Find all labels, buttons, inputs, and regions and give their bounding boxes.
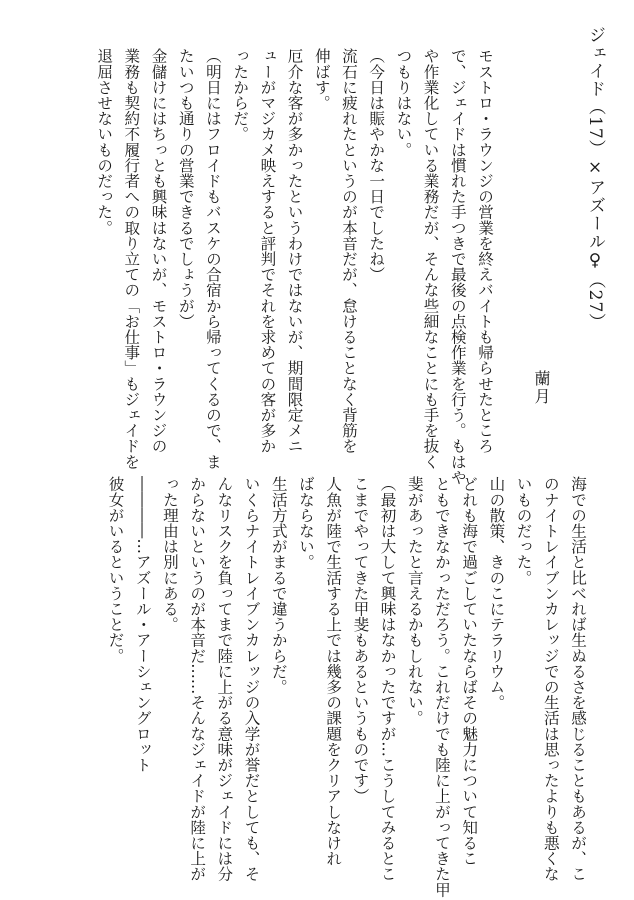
text-line: からないというのが本音だ……そんなジェイドが陸に上が <box>188 476 207 882</box>
text-line: ったからだ。 <box>231 48 250 142</box>
text-line: いものだった。 <box>514 476 533 586</box>
text-line: で、ジェイドは慣れた手つきで最後の点検作業を行う。もはや <box>448 48 467 485</box>
text-line: ューがマジカメ映えすると評判でそれを求めての客が多か <box>258 48 277 454</box>
author-name: 蘭月 <box>532 370 551 406</box>
text-line: 退屈させないものだった。 <box>95 48 114 236</box>
text-line: ともできなかっただろう。これだけでも陸に上がってきた甲 <box>432 476 451 898</box>
text-line: （今日は賑やかな一日でしたね） <box>367 48 386 282</box>
text-line: 海での生活と比べれば生ぬるさを感じることもあるが、こ <box>569 476 587 882</box>
text-line: のナイトレイブンカレッジでの生活は思ったよりも悪くな <box>541 476 560 882</box>
text-line: んなリスクを負ってまで陸に上がる意味がジェイドには分 <box>215 476 234 882</box>
text-line: どれも海で過ごしていたならばその魅力について知るこ <box>460 476 479 866</box>
text-line: つもりはない。 <box>394 48 413 158</box>
text-line: った理由は別にある。 <box>160 476 179 632</box>
upper-text-block <box>42 48 498 485</box>
text-line: たいつも通りの営業できるでしょうが） <box>176 48 195 329</box>
text-line: 彼女がいるということだ。 <box>106 476 125 664</box>
text-line: や作業化している業務だが、そんな些細なことにも手を抜く <box>421 48 440 470</box>
text-line: 流石に疲れたというのが本音だが、怠けることなく背筋を <box>339 48 358 454</box>
text-line: 金儲けにはちっとも興味はないが、モストロ・ラウンジの <box>149 48 168 454</box>
text-line: ばならない。 <box>296 476 315 570</box>
text-line: こまでやってきた甲斐もあるというものです） <box>351 476 370 804</box>
text-line: いくらナイトレイブンカレッジの入学が誉だとしても、そ <box>242 476 261 882</box>
text-line: 人魚が陸で生活する上では幾多の課題をクリアしなけれ <box>324 476 343 866</box>
text-line: モストロ・ラウンジの営業を終えバイトも帰らせたところ <box>476 48 494 454</box>
text-line: 山の散策、きのこにテラリウム。 <box>487 476 506 710</box>
text-line: （最初は大して興味はなかったですが…こうしてみるとこ <box>378 476 397 882</box>
text-line: 伸ばす。 <box>312 48 331 111</box>
text-line: ――――…アズール・アーシェングロット <box>133 476 152 773</box>
text-line: 厄介な客が多かったというわけではないが、期間限定メニ <box>285 48 304 454</box>
lower-text-block <box>79 476 591 898</box>
text-line: 斐があったと言えるかもしれない。 <box>405 476 424 726</box>
text-line: 業務も契約不履行者への取り立ての「お仕事」もジェイドを <box>122 48 141 470</box>
text-line: 生活方式がまるで違うからだ。 <box>269 476 288 695</box>
text-line: （明日にはフロイドもバスケの合宿から帰ってくるので、ま <box>203 48 222 470</box>
story-title: ジェイド（17）×アズール♀（27） <box>585 26 605 332</box>
